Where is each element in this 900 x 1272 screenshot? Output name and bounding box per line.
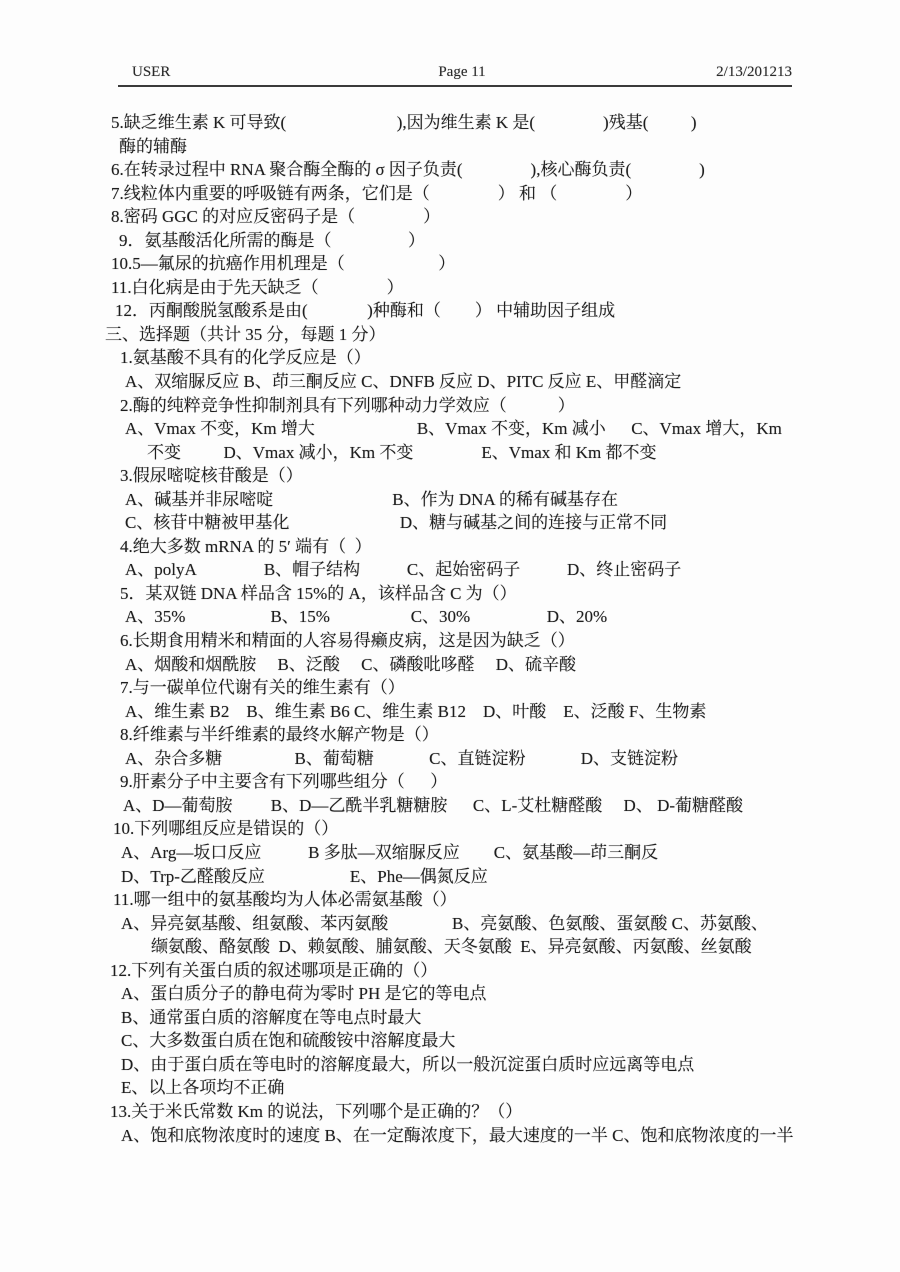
text-line: 10.5—氟尿的抗癌作用机理是（ ） <box>111 254 456 274</box>
text-line: D、Trp-乙醛酸反应 E、Phe—偶氮反应 <box>121 866 488 886</box>
text-line: 缬氨酸、酪氨酸 D、赖氨酸、脯氨酸、天冬氨酸 E、异亮氨酸、丙氨酸、丝氨酸 <box>151 937 752 957</box>
text-line: 13.关于米氏常数 Km 的说法，下列哪个是正确的？（） <box>110 1101 523 1121</box>
text-line: 6.在转录过程中 RNA 聚合酶全酶的 σ 因子负责( ),核心酶负责( ) <box>111 160 705 180</box>
text-line: A、碱基并非尿嘧啶 B、作为 DNA 的稀有碱基存在 <box>125 489 619 509</box>
text-line: A、异亮氨基酸、组氨酸、苯丙氨酸 B、亮氨酸、色氨酸、蛋氨酸 C、苏氨酸、 <box>121 913 768 933</box>
text-line: C、核苷中糖被甲基化 D、糖与碱基之间的连接与正常不同 <box>125 513 668 533</box>
text-line: 11.哪一组中的氨基酸均为人体必需氨基酸（） <box>113 890 457 910</box>
text-line: A、Arg—坂口反应 B 多肽—双缩脲反应 C、氨基酸—茚三酮反 <box>121 842 659 862</box>
text-line: 酶的辅酶 <box>119 136 187 156</box>
header-username: USER <box>132 64 171 80</box>
text-line: 8.纤维素与半纤维素的最终水解产物是（） <box>120 725 439 745</box>
text-line: 7.与一碳单位代谢有关的维生素有（） <box>120 678 405 698</box>
text-line: 5.缺乏维生素 K 可导致( ),因为维生素 K 是( )残基( ) <box>111 113 697 132</box>
text-line: A、Vmax 不变，Km 增大 B、Vmax 不变，Km 减小 C、Vmax 增大，Km <box>125 419 782 439</box>
text-line: A、双缩脲反应 B、茚三酮反应 C、DNFB 反应 D、PITC 反应 E、甲醛滴定 <box>125 372 682 392</box>
text-line: A、烟酸和烟酰胺 B、泛酸 C、磷酸吡哆醛 D、硫辛酸 <box>125 654 576 674</box>
text-line: A、polyA B、帽子结构 C、起始密码子 D、终止密码子 <box>125 560 682 580</box>
header-page-number: Page 11 <box>438 64 486 80</box>
text-line: 不变 D、Vmax 减小，Km 不变 E、Vmax 和 Km 都不变 <box>147 442 657 462</box>
text-line: 三、选择题（共计 35 分，每题 1 分） <box>105 324 386 344</box>
page-header <box>118 64 792 87</box>
text-line: 3.假尿嘧啶核苷酸是（） <box>120 466 303 486</box>
text-line: A、维生素 B2 B、维生素 B6 C、维生素 B12 D、叶酸 E、泛酸 F、生物素 <box>125 701 707 721</box>
text-line: 12．丙酮酸脱氢酸系是由( )种酶和（ ） 中辅助因子组成 <box>115 301 616 321</box>
text-line: 10.下列哪组反应是错误的（） <box>113 819 339 839</box>
text-line: 9．氨基酸活化所需的酶是（ ） <box>119 230 425 250</box>
text-line: B、通常蛋白质的溶解度在等电点时最大 <box>121 1007 422 1027</box>
text-line: 2.酶的纯粹竞争性抑制剂具有下列哪种动力学效应（ ） <box>120 395 575 415</box>
text-line: A、饱和底物浓度时的速度 B、在一定酶浓度下，最大速度的一半 C、饱和底物浓度的一半 <box>121 1125 794 1145</box>
text-line: 1.氨基酸不具有的化学反应是（） <box>120 348 371 368</box>
text-line: A、D—葡萄胺 B、D—乙酰半乳糖糖胺 C、L-艾杜糖醛酸 D、 D-葡糖醛酸 <box>123 795 744 815</box>
text-line: C、大多数蛋白质在饱和硫酸铵中溶解度最大 <box>121 1031 456 1051</box>
text-line: 12.下列有关蛋白质的叙述哪项是正确的（） <box>110 960 438 980</box>
text-line: 7.线粒体内重要的呼吸链有两条，它们是（ ） 和 （ ） <box>111 183 643 203</box>
text-line: 9.肝素分子中主要含有下列哪些组分（ ） <box>120 772 448 792</box>
text-line: A、35% B、15% C、30% D、20% <box>125 607 608 627</box>
text-line: D、由于蛋白质在等电时的溶解度最大，所以一般沉淀蛋白质时应远离等电点 <box>121 1054 695 1074</box>
text-line: A、杂合多糖 B、葡萄糖 C、直链淀粉 D、支链淀粉 <box>125 748 678 768</box>
text-line: 4.绝大多数 mRNA 的 5′ 端有（ ） <box>120 536 372 556</box>
text-line: 6.长期食用精米和精面的人容易得癞皮病，这是因为缺乏（） <box>120 631 575 651</box>
text-line: 8.密码 GGC 的对应反密码子是（ ） <box>111 207 441 227</box>
text-line: 5．某双链 DNA 样品含 15%的 A，该样品含 C 为（） <box>120 583 517 603</box>
document-lines <box>105 111 864 1147</box>
text-line: E、以上各项均不正确 <box>121 1078 285 1098</box>
header-date: 2/13/201213 <box>716 64 792 80</box>
text-line: A、蛋白质分子的静电荷为零时 PH 是它的等电点 <box>121 984 487 1004</box>
text-line: 11.白化病是由于先天缺乏（ ） <box>111 277 404 297</box>
